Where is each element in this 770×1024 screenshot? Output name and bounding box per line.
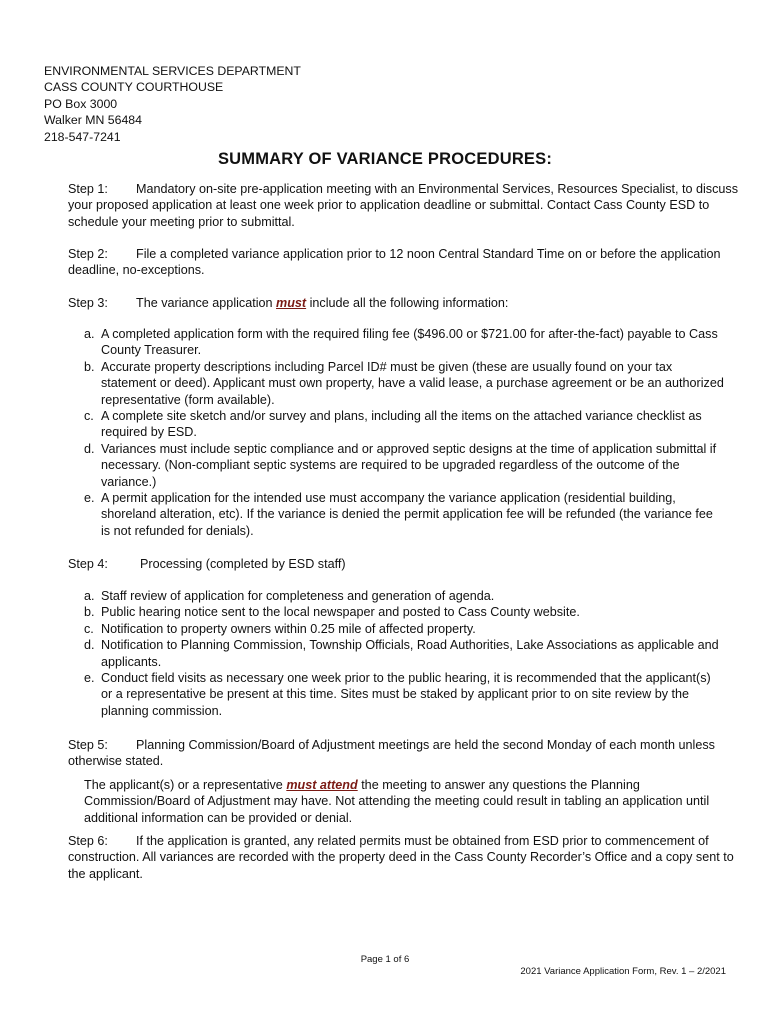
list-marker: e. [84,491,95,506]
address-line-courthouse: CASS COUNTY COURTHOUSE [44,80,224,95]
step-3-requirements-list [84,326,724,539]
page-number: Page 1 of 6 [360,954,410,965]
list-item [84,604,724,620]
list-marker: a. [84,589,95,603]
step-3-emphasis: must [276,296,307,310]
step-5-label: Step 5: [68,738,108,752]
list-item [84,408,724,441]
list-item-text: Notification to Planning Commission, Township Officials, Road Authorities, Lake Associations as applicable and applicants. [101,638,719,669]
step-6-text: If the application is granted, any related permits must be obtained from ESD prior to commencement of construction. All variances are recorded with the property deed in the Cass County Recorder’s Office and a copy sent to the applicant. [68,834,734,881]
address-line-department: ENVIRONMENTAL SERVICES DEPARTMENT [44,64,301,78]
list-marker: a. [84,327,95,341]
step-4 [68,556,738,572]
step-2-text: File a completed variance application prior to 12 noon Central Standard Time on or before the application deadline, no-exceptions. [68,247,721,278]
step-1-label: Step 1: [68,182,108,196]
address-line-phone: 218-547-7241 [44,129,121,144]
form-revision: 2021 Variance Application Form, Rev. 1 – 2/2021 [520,966,726,977]
list-item [84,637,724,670]
list-item-text: A complete site sketch and/or survey and plans, including all the items on the attached variance checklist as required by ESD. [101,409,702,440]
step-1-text: Mandatory on-site pre-application meeting with an Environmental Services, Resources Specialist, to discuss your proposed application at least one week prior to application deadline or submittal. Contact Cass County ESD to schedule your meeting prior to submittal. [68,182,738,229]
step-4-text: Processing (completed by ESD staff) [140,557,346,571]
address-line-po-box: PO Box 3000 [44,96,118,111]
step-5-text: Planning Commission/Board of Adjustment meetings are held the second Monday of each month unless otherwise stated. [68,738,715,769]
list-marker: d. [84,441,95,456]
list-item-text: Accurate property descriptions including Parcel ID# must be given (these are usually found on your tax statement or deed). Applicant must own property, have a valid lease, a purchase agreement or be an authorized representative (form available). [101,359,724,407]
list-item-text: Conduct field visits as necessary one week prior to the public hearing, it is recommended that the applicant(s) or a representative be present at this time. Sites must be staked by applicant prior to on site review by the planning commission. [101,671,711,718]
list-item-text: A permit application for the intended use must accompany the variance application (residential building, shoreland alteration, etc). If the variance is denied the permit application fee will be refunded (the variance fee is not refunded for denials). [101,491,713,538]
list-item [84,588,724,604]
step-3-label: Step 3: [68,296,108,310]
step-6 [68,833,738,882]
list-item [84,670,724,719]
list-item-text: A completed application form with the required filing fee ($496.00 or $721.00 for after-the-fact) payable to Cass County Treasurer. [101,327,718,358]
step-5 [68,737,738,770]
step-3-text-after: include all the following information: [309,296,509,310]
step-2 [68,246,738,279]
list-marker: c. [84,621,94,636]
step-4-processing-list [84,588,724,719]
department-address [44,63,301,145]
list-item [84,326,724,359]
list-item-text: Staff review of application for completeness and generation of agenda. [101,589,495,603]
list-marker: c. [84,409,94,424]
page-title: SUMMARY OF VARIANCE PROCEDURES: [217,150,553,168]
step-1 [68,181,738,230]
address-line-city: Walker MN 56484 [44,113,142,128]
step-5-note-emphasis: must attend [286,778,358,792]
step-4-label: Step 4: [68,557,108,571]
list-item [84,490,724,539]
step-2-label: Step 2: [68,247,108,261]
list-item [84,359,724,408]
list-item [84,621,724,637]
list-item-text: Public hearing notice sent to the local newspaper and posted to Cass County website. [101,605,580,620]
step-6-label: Step 6: [68,834,108,848]
list-marker: b. [84,605,95,620]
step-5-note-before: The applicant(s) or a representative [84,778,283,792]
list-marker: b. [84,359,95,374]
list-marker: e. [84,671,95,686]
step-5-attendance-note [84,777,734,826]
list-marker: d. [84,638,95,653]
list-item [84,441,724,490]
list-item-text: Variances must include septic compliance and or approved septic designs at the time of application submittal if necessary. (Non-compliant septic systems are required to be upgraded regardless of the outcome of the variance.) [101,441,717,489]
step-3 [68,295,738,311]
step-3-text-before: The variance application [136,296,273,310]
list-item-text: Notification to property owners within 0.25 mile of affected property. [101,621,476,636]
step-5-note-after: the meeting to answer any questions the Planning Commission/Board of Adjustment may have. Not attending the meeting could result in tabling an application until additional information can be provided or denial. [84,778,710,825]
